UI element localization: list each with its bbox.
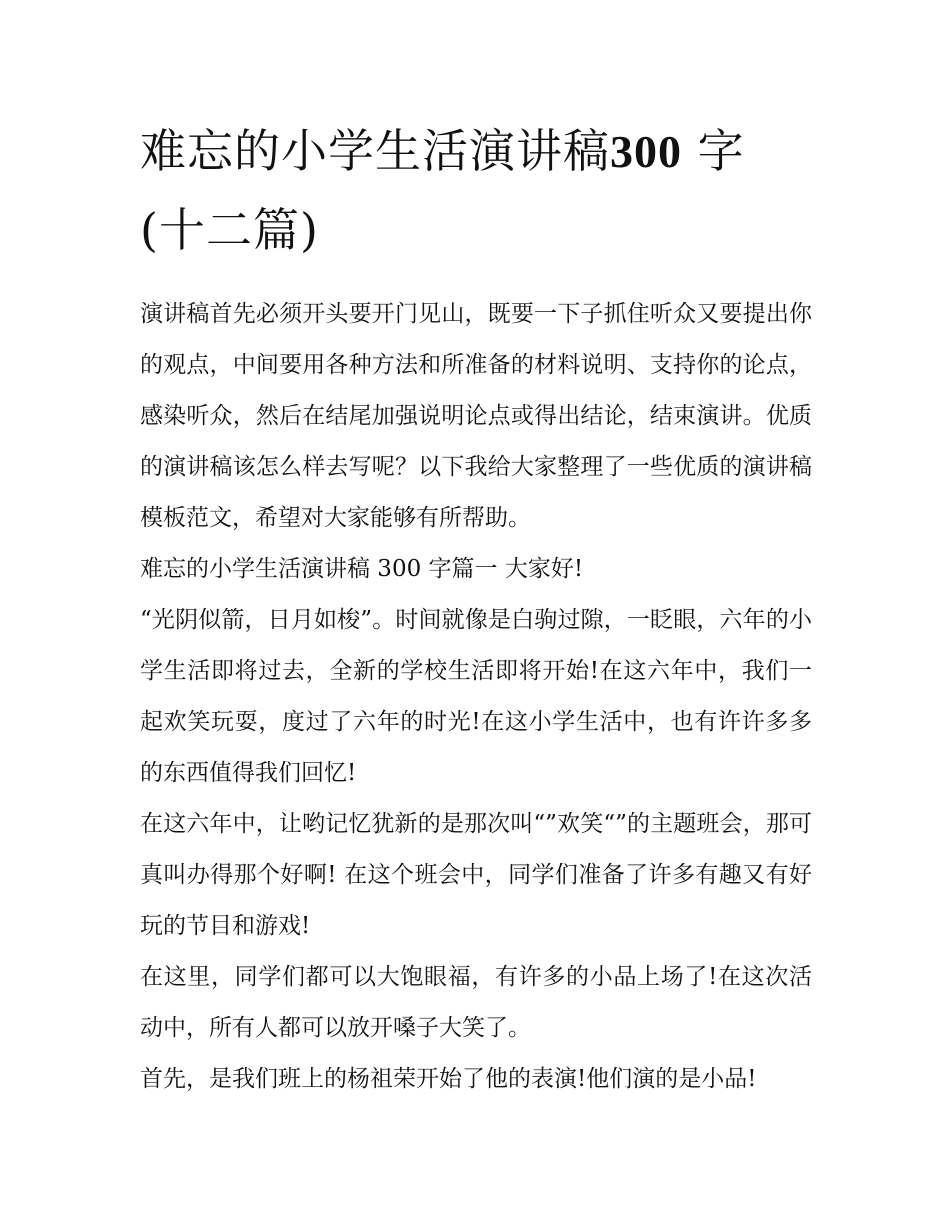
paragraph: “光阴似箭，日月如梭”。时间就像是白驹过隙，一眨眼，六年的小学生活即将过去，全新的学校生活即将开始!在这六年中，我们一起欢笑玩耍，度过了六年的时光!在这小学生活中，也有许许多多的东西值得我们回忆! <box>140 607 812 786</box>
document-title <box>140 112 812 269</box>
title-text: 难忘的小学生活演讲稿 <box>140 124 610 178</box>
paragraph: 在这里，同学们都可以大饱眼福，有许多的小品上场了!在这次活动中，所有人都可以放开嗓子大笑了。 <box>140 964 812 1041</box>
paragraph-intro: 演讲稿首先必须开头要开门见山，既要一下子抓住听众又要提出你的观点，中间要用各种方法和所准备的材料说明、支持你的论点，感染听众，然后在结尾加强说明论点或得出结论，结束演讲。优质的演讲稿该怎么样去写呢？以下我给大家整理了一些优质的演讲稿模板范文，希望对大家能够有所帮助。 <box>140 301 812 531</box>
paragraph: 首先，是我们班上的杨祖荣开始了他的表演!他们演的是小品! <box>140 1066 757 1092</box>
document-body <box>140 289 812 1105</box>
paragraph-heading: 难忘的小学生活演讲稿 300 字篇一 大家好! <box>140 556 584 582</box>
title-unit: 字 <box>682 124 745 178</box>
document-page <box>140 112 812 1105</box>
paragraph: 在这六年中，让哟记忆犹新的是那次叫“”欢笑“”的主题班会，那可真叫办得那个好啊! 在这个班会中，同学们准备了许多有趣又有好玩的节目和游戏! <box>140 811 812 939</box>
title-subtitle: (十二篇) <box>140 203 319 257</box>
title-number: 300 <box>610 126 682 177</box>
